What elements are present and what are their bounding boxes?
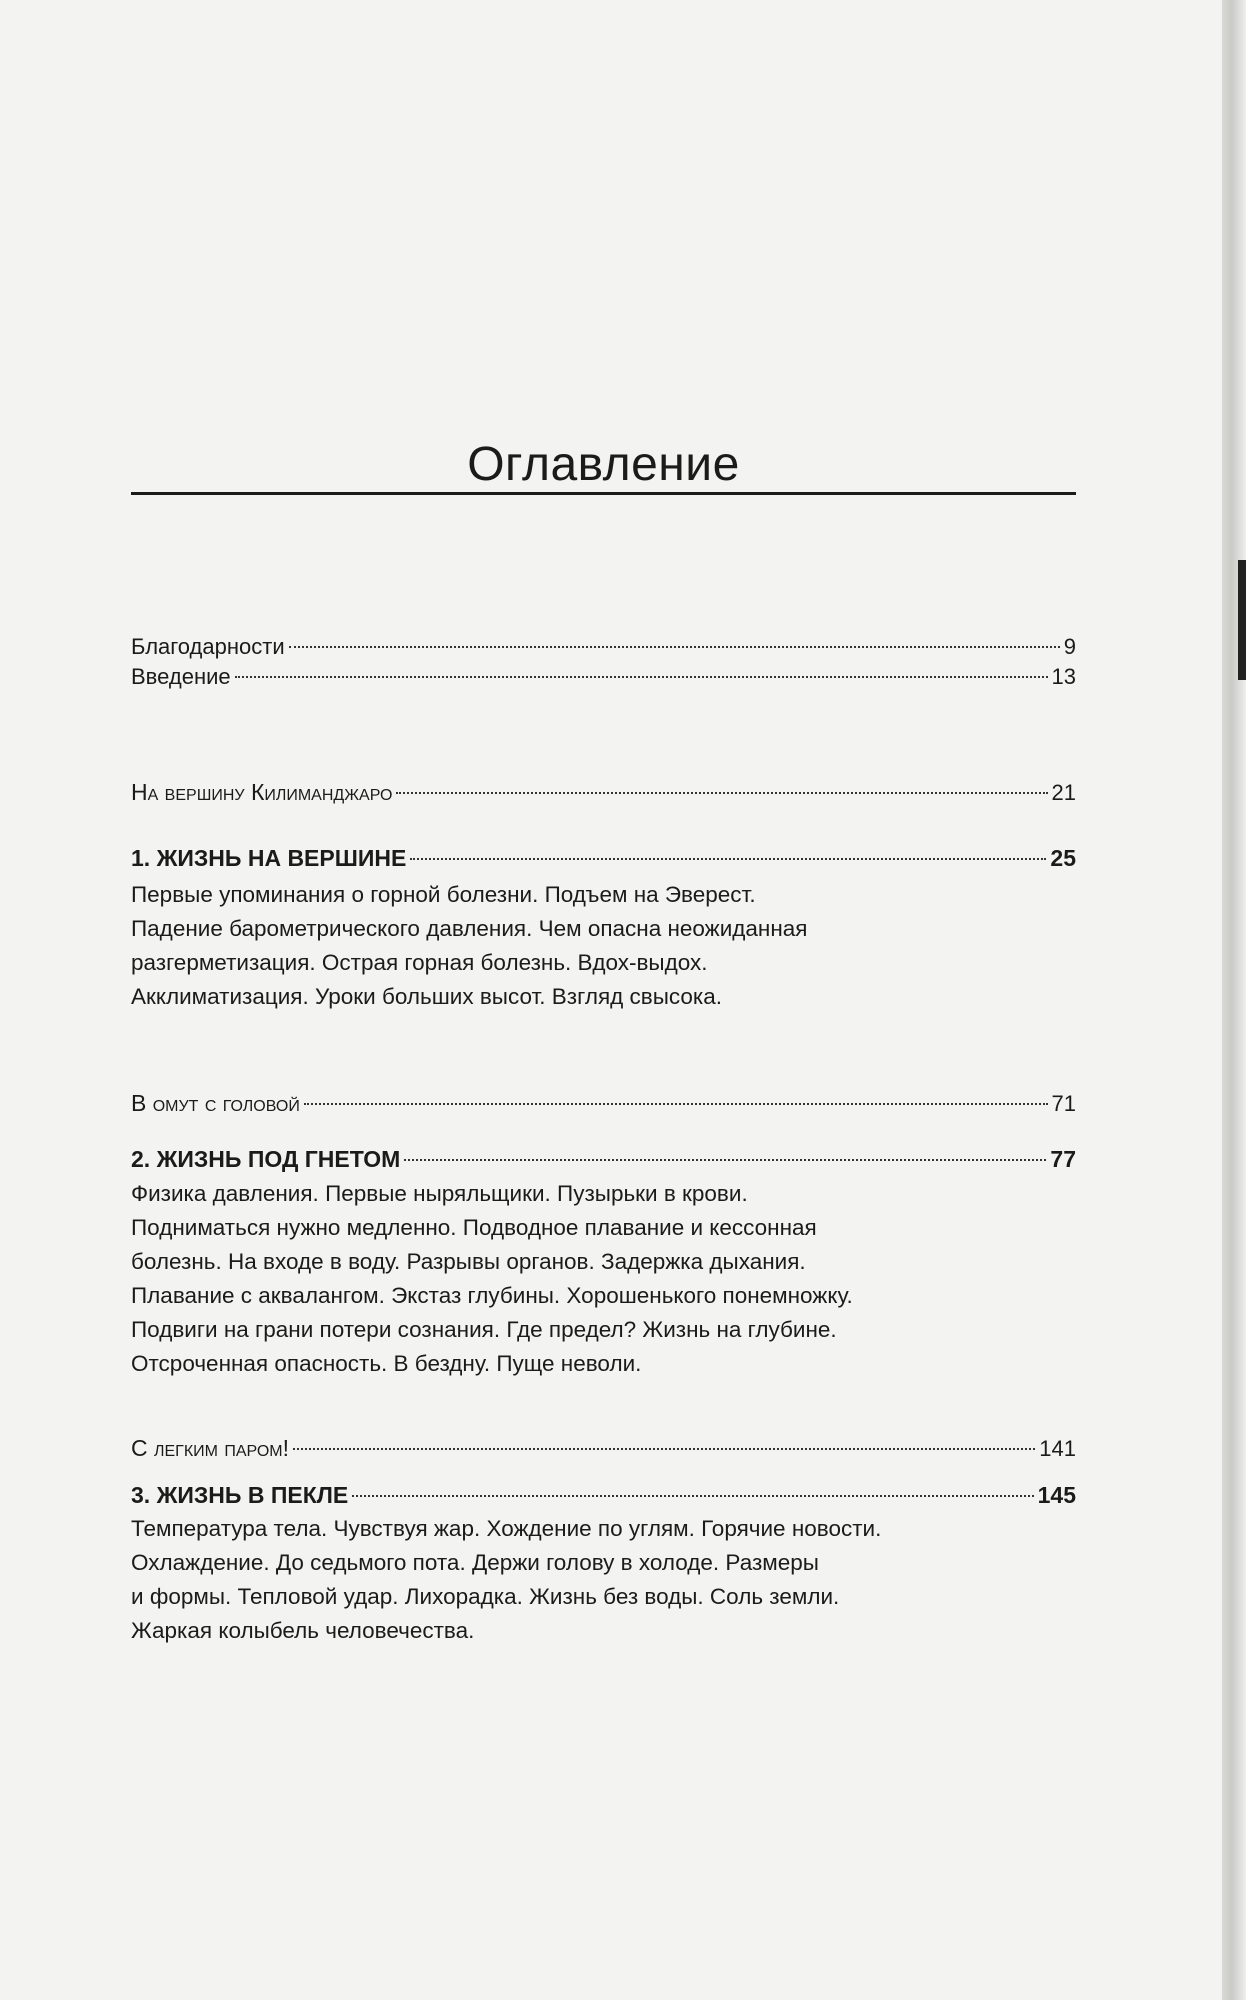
dot-leader: [404, 1159, 1046, 1161]
chapter-title: 2. ЖИЗНЬ ПОД ГНЕТОМ: [131, 1146, 401, 1172]
heading-rule: [131, 492, 1076, 495]
summary-line: Плавание с аквалангом. Экстаз глубины. Хорошенького понемножку.: [131, 1283, 853, 1308]
toc-chapter-entry[interactable]: [131, 843, 1076, 873]
part-title: На вершину Килиманджаро: [131, 779, 393, 805]
entry-title: Благодарности: [131, 634, 285, 659]
part-title: С легким паром!: [131, 1435, 290, 1461]
summary-line: Физика давления. Первые ныряльщики. Пузырьки в крови.: [131, 1181, 748, 1206]
summary-line: разгерметизация. Острая горная болезнь. Вдох-выдох.: [131, 950, 708, 975]
chapter-summary: [131, 1177, 1076, 1381]
summary-line: Подниматься нужно медленно. Подводное плавание и кессонная: [131, 1215, 817, 1240]
dot-leader: [293, 1448, 1035, 1450]
summary-line: Акклиматизация. Уроки больших высот. Взгляд свысока.: [131, 984, 723, 1009]
toc-part-entry[interactable]: [131, 1088, 1076, 1119]
entry-title: Введение: [131, 664, 231, 689]
dot-leader: [235, 676, 1048, 678]
summary-line: Охлаждение. До седьмого пота. Держи голову в холоде. Размеры: [131, 1550, 819, 1575]
chapter-summary: [131, 1512, 1076, 1648]
summary-line: Падение барометрического давления. Чем опасна неожиданная: [131, 916, 808, 941]
summary-line: Подвиги на грани потери сознания. Где предел? Жизнь на глубине.: [131, 1317, 837, 1342]
entry-page-number: 9: [1063, 634, 1076, 659]
part-page-number: 141: [1039, 1436, 1076, 1461]
dot-leader: [289, 646, 1060, 648]
toc-entry-introduction[interactable]: [131, 662, 1076, 692]
spine-mark: [1238, 560, 1246, 680]
summary-line: Жаркая колыбель человечества.: [131, 1618, 475, 1643]
dot-leader: [352, 1495, 1033, 1497]
toc-entry-acknowledgements[interactable]: [131, 632, 1076, 662]
dot-leader: [396, 792, 1047, 794]
part-page-number: 71: [1051, 1091, 1076, 1116]
part-title: В омут с головой: [131, 1090, 300, 1116]
chapter-summary: [131, 878, 1076, 1014]
dot-leader: [304, 1103, 1048, 1105]
toc-heading: Оглавление: [467, 438, 740, 492]
entry-page-number: 13: [1051, 664, 1076, 689]
summary-line: Температура тела. Чувствуя жар. Хождение по углям. Горячие новости.: [131, 1516, 882, 1541]
summary-line: Отсроченная опасность. В бездну. Пуще неволи.: [131, 1351, 642, 1376]
chapter-title: 3. ЖИЗНЬ В ПЕКЛЕ: [131, 1482, 349, 1508]
chapter-page-number: 77: [1050, 1146, 1076, 1172]
summary-line: Первые упоминания о горной болезни. Подъем на Эверест.: [131, 882, 756, 907]
summary-line: болезнь. На входе в воду. Разрывы органов. Задержка дыхания.: [131, 1249, 806, 1274]
summary-line: и формы. Тепловой удар. Лихорадка. Жизнь без воды. Соль земли.: [131, 1584, 840, 1609]
page-edge: [1222, 0, 1246, 2000]
chapter-title: 1. ЖИЗНЬ НА ВЕРШИНЕ: [131, 845, 407, 871]
part-page-number: 21: [1051, 780, 1076, 805]
toc-chapter-entry[interactable]: [131, 1144, 1076, 1174]
toc-part-entry[interactable]: [131, 1433, 1076, 1464]
chapter-page-number: 145: [1037, 1482, 1076, 1508]
toc-part-entry[interactable]: [131, 777, 1076, 808]
dot-leader: [410, 858, 1046, 860]
toc-chapter-entry[interactable]: [131, 1480, 1076, 1510]
chapter-page-number: 25: [1050, 845, 1076, 871]
